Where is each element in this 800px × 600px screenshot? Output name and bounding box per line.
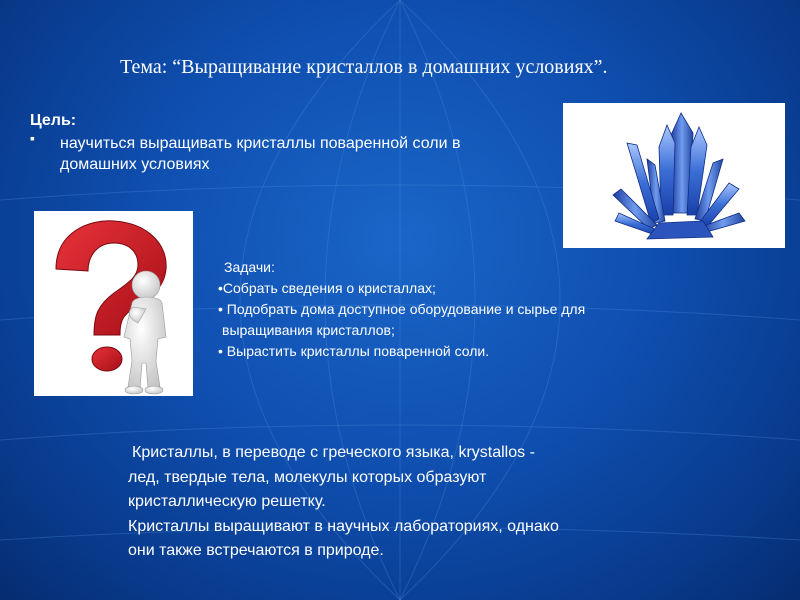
info-line: лед, твердые тела, молекулы которых образуют	[128, 468, 487, 486]
goal-line: научиться выращивать кристаллы поваренной соли в	[60, 135, 461, 152]
slide-title: Тема: “Выращивание кристаллов в домашних условиях”.	[120, 56, 608, 78]
task-item-continuation: выращивания кристаллов;	[222, 322, 395, 338]
info-line: они также встречаются в природе.	[128, 542, 384, 559]
task-item: • Подобрать дома доступное оборудование и сырье для	[218, 301, 586, 317]
task-item: •Собрать сведения о кристаллах;	[218, 280, 436, 296]
goal-bullet-icon: ▪	[30, 130, 35, 146]
goal-heading: Цель:	[30, 112, 77, 129]
crystal-image	[563, 103, 785, 248]
info-line: кристаллическую решетку.	[128, 493, 326, 510]
question-image	[34, 211, 193, 396]
question-mark-icon	[34, 211, 193, 396]
info-paragraph	[128, 441, 688, 564]
tasks-list	[218, 257, 718, 362]
goal-text	[60, 133, 570, 175]
task-item: • Вырастить кристаллы поваренной соли.	[218, 343, 490, 359]
goal-line: домашних условиях	[60, 156, 210, 173]
tasks-heading: Задачи:	[224, 259, 275, 275]
info-line: Кристаллы выращивают в научных лабораториях, однако	[128, 517, 559, 535]
info-line: Кристаллы, в переводе с греческого языка, krystallos -	[132, 444, 535, 461]
crystal-icon	[563, 103, 785, 248]
